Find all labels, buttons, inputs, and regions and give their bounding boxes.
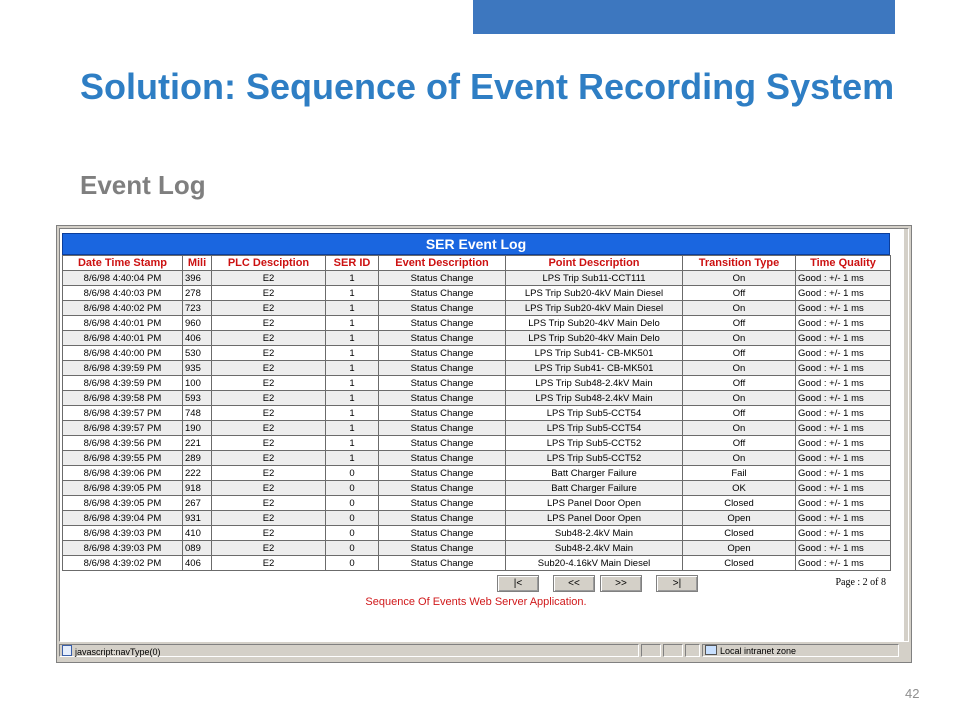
table-cell: E2 <box>212 331 326 346</box>
table-row <box>63 421 891 436</box>
table-cell: 8/6/98 4:39:57 PM <box>63 406 183 421</box>
table-cell: 8/6/98 4:39:57 PM <box>63 421 183 436</box>
status-zone-cell <box>702 644 899 657</box>
table-cell: Batt Charger Failure <box>506 466 683 481</box>
table-cell: Open <box>683 541 796 556</box>
table-cell: 1 <box>326 451 379 466</box>
table-cell: LPS Trip Sub20-4kV Main Delo <box>506 331 683 346</box>
page-icon <box>62 645 72 656</box>
table-cell: Good : +/- 1 ms <box>796 391 891 406</box>
column-header: Date Time Stamp <box>63 256 183 271</box>
table-cell: 0 <box>326 526 379 541</box>
table-cell: 0 <box>326 541 379 556</box>
ser-event-log <box>62 233 890 608</box>
table-cell: E2 <box>212 496 326 511</box>
table-cell: Good : +/- 1 ms <box>796 346 891 361</box>
table-cell: Off <box>683 316 796 331</box>
vertical-scrollbar[interactable] <box>904 229 908 641</box>
table-row <box>63 451 891 466</box>
table-cell: 1 <box>326 286 379 301</box>
previous-page-button[interactable]: << <box>553 575 595 592</box>
status-cell <box>663 644 683 657</box>
table-cell: On <box>683 421 796 436</box>
table-cell: 8/6/98 4:39:03 PM <box>63 541 183 556</box>
table-cell: E2 <box>212 361 326 376</box>
table-cell: 190 <box>183 421 212 436</box>
table-cell: 278 <box>183 286 212 301</box>
table-cell: 221 <box>183 436 212 451</box>
table-cell: E2 <box>212 376 326 391</box>
ser-title-bar: SER Event Log <box>62 233 890 255</box>
table-cell: Status Change <box>379 331 506 346</box>
browser-content-area <box>59 228 909 642</box>
table-cell: 0 <box>326 511 379 526</box>
table-cell: Status Change <box>379 451 506 466</box>
table-cell: 8/6/98 4:39:59 PM <box>63 376 183 391</box>
table-row <box>63 316 891 331</box>
table-cell: 406 <box>183 331 212 346</box>
table-cell: Closed <box>683 556 796 571</box>
table-cell: LPS Trip Sub11-CCT111 <box>506 271 683 286</box>
table-row <box>63 406 891 421</box>
table-cell: Status Change <box>379 421 506 436</box>
table-cell: Open <box>683 511 796 526</box>
table-cell: 089 <box>183 541 212 556</box>
table-cell: E2 <box>212 436 326 451</box>
table-cell: 748 <box>183 406 212 421</box>
table-row <box>63 271 891 286</box>
table-cell: E2 <box>212 421 326 436</box>
table-cell: E2 <box>212 526 326 541</box>
table-row <box>63 436 891 451</box>
table-cell: 8/6/98 4:40:00 PM <box>63 346 183 361</box>
table-cell: Status Change <box>379 301 506 316</box>
table-cell: Good : +/- 1 ms <box>796 286 891 301</box>
table-cell: 8/6/98 4:39:04 PM <box>63 511 183 526</box>
table-cell: E2 <box>212 466 326 481</box>
table-body <box>63 271 891 571</box>
table-row <box>63 541 891 556</box>
table-cell: Status Change <box>379 481 506 496</box>
table-cell: Good : +/- 1 ms <box>796 361 891 376</box>
table-cell: 8/6/98 4:40:04 PM <box>63 271 183 286</box>
status-zone: Local intranet zone <box>720 646 797 656</box>
table-cell: 1 <box>326 406 379 421</box>
table-cell: E2 <box>212 556 326 571</box>
table-cell: LPS Trip Sub5-CCT52 <box>506 436 683 451</box>
table-row <box>63 376 891 391</box>
ser-table <box>62 255 891 571</box>
table-cell: 0 <box>326 466 379 481</box>
column-header: Mili <box>183 256 212 271</box>
table-cell: 1 <box>326 376 379 391</box>
table-cell: Status Change <box>379 391 506 406</box>
table-cell: Good : +/- 1 ms <box>796 376 891 391</box>
table-cell: Status Change <box>379 286 506 301</box>
table-cell: Good : +/- 1 ms <box>796 481 891 496</box>
table-cell: 593 <box>183 391 212 406</box>
column-header: SER ID <box>326 256 379 271</box>
table-cell: Good : +/- 1 ms <box>796 556 891 571</box>
table-cell: E2 <box>212 511 326 526</box>
column-header: Event Description <box>379 256 506 271</box>
table-cell: 8/6/98 4:39:03 PM <box>63 526 183 541</box>
status-url-cell <box>59 644 639 657</box>
table-cell: 8/6/98 4:39:55 PM <box>63 451 183 466</box>
table-cell: Status Change <box>379 406 506 421</box>
table-row <box>63 346 891 361</box>
table-cell: Good : +/- 1 ms <box>796 496 891 511</box>
table-cell: 1 <box>326 301 379 316</box>
table-cell: 1 <box>326 331 379 346</box>
table-cell: LPS Trip Sub48-2.4kV Main <box>506 376 683 391</box>
table-cell: Good : +/- 1 ms <box>796 271 891 286</box>
table-cell: 267 <box>183 496 212 511</box>
status-url: javascript:navType(0) <box>75 647 161 657</box>
table-cell: On <box>683 361 796 376</box>
table-cell: Good : +/- 1 ms <box>796 451 891 466</box>
table-row <box>63 481 891 496</box>
table-cell: LPS Trip Sub20-4kV Main Diesel <box>506 286 683 301</box>
table-cell: E2 <box>212 541 326 556</box>
table-cell: LPS Trip Sub20-4kV Main Diesel <box>506 301 683 316</box>
table-cell: LPS Trip Sub41- CB-MK501 <box>506 361 683 376</box>
table-cell: LPS Trip Sub20-4kV Main Delo <box>506 316 683 331</box>
table-cell: 918 <box>183 481 212 496</box>
table-cell: Fail <box>683 466 796 481</box>
table-cell: Status Change <box>379 436 506 451</box>
table-row <box>63 361 891 376</box>
table-cell: 0 <box>326 496 379 511</box>
table-row <box>63 331 891 346</box>
table-cell: 8/6/98 4:39:56 PM <box>63 436 183 451</box>
table-cell: 289 <box>183 451 212 466</box>
column-header: PLC Desciption <box>212 256 326 271</box>
table-cell: Off <box>683 286 796 301</box>
table-cell: Closed <box>683 496 796 511</box>
table-cell: 1 <box>326 316 379 331</box>
table-cell: Off <box>683 376 796 391</box>
table-cell: Sub48-2.4kV Main <box>506 526 683 541</box>
table-cell: E2 <box>212 346 326 361</box>
intranet-zone-icon <box>705 645 717 655</box>
table-cell: 8/6/98 4:40:02 PM <box>63 301 183 316</box>
table-row <box>63 496 891 511</box>
table-cell: 8/6/98 4:39:58 PM <box>63 391 183 406</box>
table-cell: 410 <box>183 526 212 541</box>
table-cell: On <box>683 331 796 346</box>
table-cell: E2 <box>212 451 326 466</box>
table-cell: E2 <box>212 406 326 421</box>
table-cell: 406 <box>183 556 212 571</box>
table-cell: E2 <box>212 301 326 316</box>
table-row <box>63 526 891 541</box>
table-cell: Good : +/- 1 ms <box>796 421 891 436</box>
table-cell: On <box>683 391 796 406</box>
table-cell: E2 <box>212 286 326 301</box>
table-cell: Status Change <box>379 466 506 481</box>
table-cell: 1 <box>326 391 379 406</box>
table-cell: E2 <box>212 391 326 406</box>
table-cell: Status Change <box>379 556 506 571</box>
browser-status-bar <box>59 643 909 659</box>
table-cell: 1 <box>326 421 379 436</box>
table-cell: OK <box>683 481 796 496</box>
status-cell <box>685 644 700 657</box>
table-cell: 396 <box>183 271 212 286</box>
column-header: Point Description <box>506 256 683 271</box>
table-cell: E2 <box>212 481 326 496</box>
table-cell: 935 <box>183 361 212 376</box>
table-cell: 8/6/98 4:40:01 PM <box>63 316 183 331</box>
table-cell: Status Change <box>379 316 506 331</box>
status-cell <box>641 644 661 657</box>
page-indicator: Page : 2 of 8 <box>835 577 886 588</box>
table-cell: Status Change <box>379 361 506 376</box>
table-cell: 960 <box>183 316 212 331</box>
table-cell: 8/6/98 4:39:06 PM <box>63 466 183 481</box>
slide-subtitle: Event Log <box>80 170 206 200</box>
table-row <box>63 511 891 526</box>
header-accent-bar <box>473 0 895 34</box>
table-cell: LPS Panel Door Open <box>506 511 683 526</box>
first-page-button[interactable]: |< <box>497 575 539 592</box>
table-cell: Status Change <box>379 376 506 391</box>
table-header-row <box>63 256 891 271</box>
table-cell: Batt Charger Failure <box>506 481 683 496</box>
slide-page-number: 42 <box>905 686 920 701</box>
table-cell: E2 <box>212 271 326 286</box>
table-cell: Status Change <box>379 496 506 511</box>
browser-window-screenshot <box>56 225 912 663</box>
table-row <box>63 286 891 301</box>
table-cell: 0 <box>326 556 379 571</box>
slide-title: Solution: Sequence of Event Recording System <box>80 66 895 107</box>
table-cell: On <box>683 271 796 286</box>
table-cell: Status Change <box>379 271 506 286</box>
table-cell: 723 <box>183 301 212 316</box>
table-cell: 100 <box>183 376 212 391</box>
table-cell: 8/6/98 4:39:05 PM <box>63 496 183 511</box>
table-cell: 8/6/98 4:39:05 PM <box>63 481 183 496</box>
table-row <box>63 556 891 571</box>
table-cell: LPS Trip Sub48-2.4kV Main <box>506 391 683 406</box>
table-cell: Off <box>683 436 796 451</box>
table-cell: Good : +/- 1 ms <box>796 511 891 526</box>
table-cell: LPS Trip Sub5-CCT54 <box>506 406 683 421</box>
application-footer: Sequence Of Events Web Server Application. <box>365 596 587 608</box>
table-row <box>63 391 891 406</box>
table-cell: Sub20-4.16kV Main Diesel <box>506 556 683 571</box>
table-cell: Good : +/- 1 ms <box>796 316 891 331</box>
table-cell: Good : +/- 1 ms <box>796 406 891 421</box>
table-cell: 0 <box>326 481 379 496</box>
table-cell: 1 <box>326 436 379 451</box>
table-cell: Good : +/- 1 ms <box>796 541 891 556</box>
table-cell: On <box>683 451 796 466</box>
column-header: Transition Type <box>683 256 796 271</box>
table-cell: Sub48-2.4kV Main <box>506 541 683 556</box>
table-cell: 931 <box>183 511 212 526</box>
table-cell: LPS Trip Sub41- CB-MK501 <box>506 346 683 361</box>
table-cell: Good : +/- 1 ms <box>796 526 891 541</box>
table-cell: Status Change <box>379 526 506 541</box>
pagination-bar <box>62 573 890 595</box>
table-cell: 222 <box>183 466 212 481</box>
table-cell: 8/6/98 4:39:02 PM <box>63 556 183 571</box>
table-cell: 530 <box>183 346 212 361</box>
table-cell: 8/6/98 4:39:59 PM <box>63 361 183 376</box>
table-cell: Good : +/- 1 ms <box>796 301 891 316</box>
table-cell: 8/6/98 4:40:01 PM <box>63 331 183 346</box>
table-cell: Off <box>683 406 796 421</box>
next-page-button[interactable]: >> <box>600 575 642 592</box>
table-cell: On <box>683 301 796 316</box>
table-cell: LPS Panel Door Open <box>506 496 683 511</box>
table-cell: LPS Trip Sub5-CCT52 <box>506 451 683 466</box>
table-cell: 1 <box>326 346 379 361</box>
table-cell: Status Change <box>379 541 506 556</box>
table-cell: 1 <box>326 271 379 286</box>
table-cell: 8/6/98 4:40:03 PM <box>63 286 183 301</box>
table-cell: E2 <box>212 316 326 331</box>
column-header: Time Quality <box>796 256 891 271</box>
table-cell: Status Change <box>379 346 506 361</box>
table-cell: 1 <box>326 361 379 376</box>
table-row <box>63 301 891 316</box>
table-cell: Status Change <box>379 511 506 526</box>
table-cell: Closed <box>683 526 796 541</box>
table-cell: LPS Trip Sub5-CCT54 <box>506 421 683 436</box>
table-cell: Good : +/- 1 ms <box>796 436 891 451</box>
last-page-button[interactable]: >| <box>656 575 698 592</box>
table-cell: Off <box>683 346 796 361</box>
table-row <box>63 466 891 481</box>
table-cell: Good : +/- 1 ms <box>796 331 891 346</box>
table-cell: Good : +/- 1 ms <box>796 466 891 481</box>
